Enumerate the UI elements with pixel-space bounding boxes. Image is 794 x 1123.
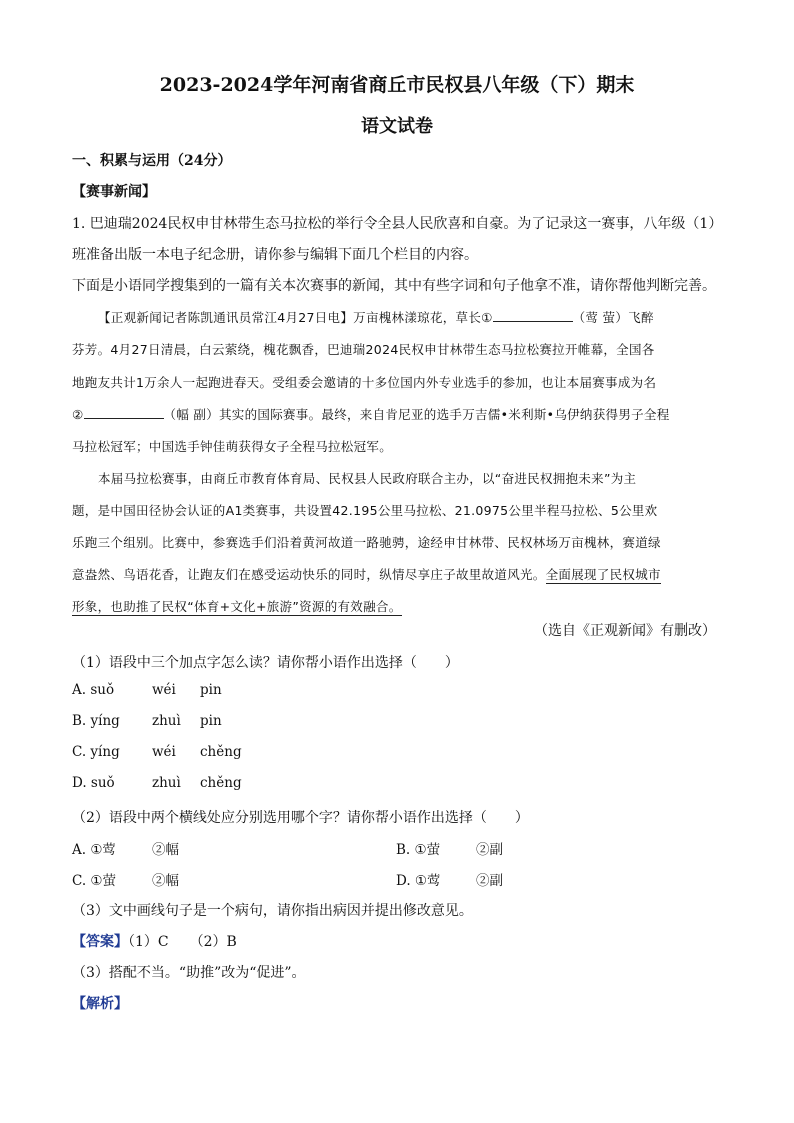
option-d[interactable]: D. suǒ zhuì chěng <box>72 775 242 791</box>
news-line: 地跑友共计1万余人一起跑进春天。受组委会邀请的十多位国内外专业选手的参加，也让本届赛事成为名 <box>72 375 657 390</box>
news-text: （莺 萤）飞醉 <box>572 310 654 325</box>
analysis-label: 【解析】 <box>72 996 128 1012</box>
option-a[interactable]: A. ①莺 ②幅 <box>72 842 179 858</box>
option-c[interactable]: C. ①萤 ②幅 <box>72 873 179 889</box>
block-heading: 【赛事新闻】 <box>72 184 156 200</box>
news-line: 芬芳。4月27日清晨，白云萦绕，槐花飘香，巴迪瑞2024民权申甘林带生态马拉松赛拉开帷幕，全国各 <box>72 342 655 357</box>
news-line <box>72 565 661 583</box>
exam-title: 2023-2024学年河南省商丘市民权县八年级（下）期末 <box>159 74 635 96</box>
option-b[interactable]: B. ①萤 ②副 <box>396 842 503 858</box>
answer-text: （3）搭配不当。“助推”改为“促进”。 <box>72 965 306 981</box>
news-line <box>98 308 654 326</box>
news-text: ② <box>72 407 84 422</box>
answer-line <box>72 931 237 951</box>
section-heading: 一、积累与运用（24分） <box>72 153 232 169</box>
news-line <box>72 597 402 615</box>
news-text: 意盎然、鸟语花香，让跑友们在感受运动快乐的同时，纵情尽享庄子故里故道风光。 <box>72 567 546 582</box>
question-intro-line: 1. 巴迪瑞2024民权申甘林带生态马拉松的举行令全县人民欣喜和自豪。为了记录这一赛事，八年级（1） <box>72 216 723 232</box>
underlined-sentence: 形象，也助推了民权“体育+文化+旅游”资源的有效融合。 <box>72 599 402 614</box>
option-c[interactable]: C. yíng wéi chěng <box>72 744 242 760</box>
answer-label: 【答案】 <box>72 934 128 950</box>
option-b[interactable]: B. yíng zhuì pin <box>72 713 222 729</box>
news-line: 本届马拉松赛事，由商丘市教育体育局、民权县人民政府联合主办，以“奋进民权拥抱未来”为主 <box>98 471 637 486</box>
answer-blank-1 <box>493 309 573 322</box>
news-line: 马拉松冠军；中国选手钟佳萌获得女子全程马拉松冠军。 <box>72 439 393 454</box>
exam-subtitle: 语文试卷 <box>361 116 433 137</box>
news-line: 题，是中国田径协会认证的A1类赛事，共设置42.195公里马拉松、21.0975公里半程马拉松、5公里欢 <box>72 503 658 518</box>
news-line: 乐跑三个组别。比赛中，参赛选手们沿着黄河故道一路驰骋，途经申甘林带、民权林场万亩槐林，赛道绿 <box>72 535 661 550</box>
option-a[interactable]: A. suǒ wéi pin <box>72 682 222 698</box>
question-intro-line: 班准备出版一本电子纪念册，请你参与编辑下面几个栏目的内容。 <box>72 247 478 263</box>
news-text: （幅 副）其实的国际赛事。最终，来自肯尼亚的选手万吉儒•米利斯•乌伊纳获得男子全程 <box>163 407 670 422</box>
answer-text: （1）C （2）B <box>128 934 237 950</box>
news-text: 【正观新闻记者陈凯通讯员常江4月27日电】万亩槐林漾琼花，草长① <box>98 310 493 325</box>
answer-blank-2 <box>84 406 164 419</box>
option-d[interactable]: D. ①莺 ②副 <box>396 873 503 889</box>
news-line <box>72 405 670 423</box>
underlined-sentence: 全面展现了民权城市 <box>545 567 661 582</box>
sub-question-prompt: （1）语段中三个加点字怎么读？请你帮小语作出选择（ ） <box>72 655 459 671</box>
news-source: （选自《正观新闻》有删改） <box>534 623 716 639</box>
sub-question-prompt: （2）语段中两个横线处应分别选用哪个字？请你帮小语作出选择（ ） <box>72 810 529 826</box>
question-intro-line: 下面是小语同学搜集到的一篇有关本次赛事的新闻，其中有些字词和句子他拿不准，请你帮他判断完善。 <box>72 278 716 294</box>
sub-question-prompt: （3）文中画线句子是一个病句，请你指出病因并提出修改意见。 <box>72 903 473 919</box>
